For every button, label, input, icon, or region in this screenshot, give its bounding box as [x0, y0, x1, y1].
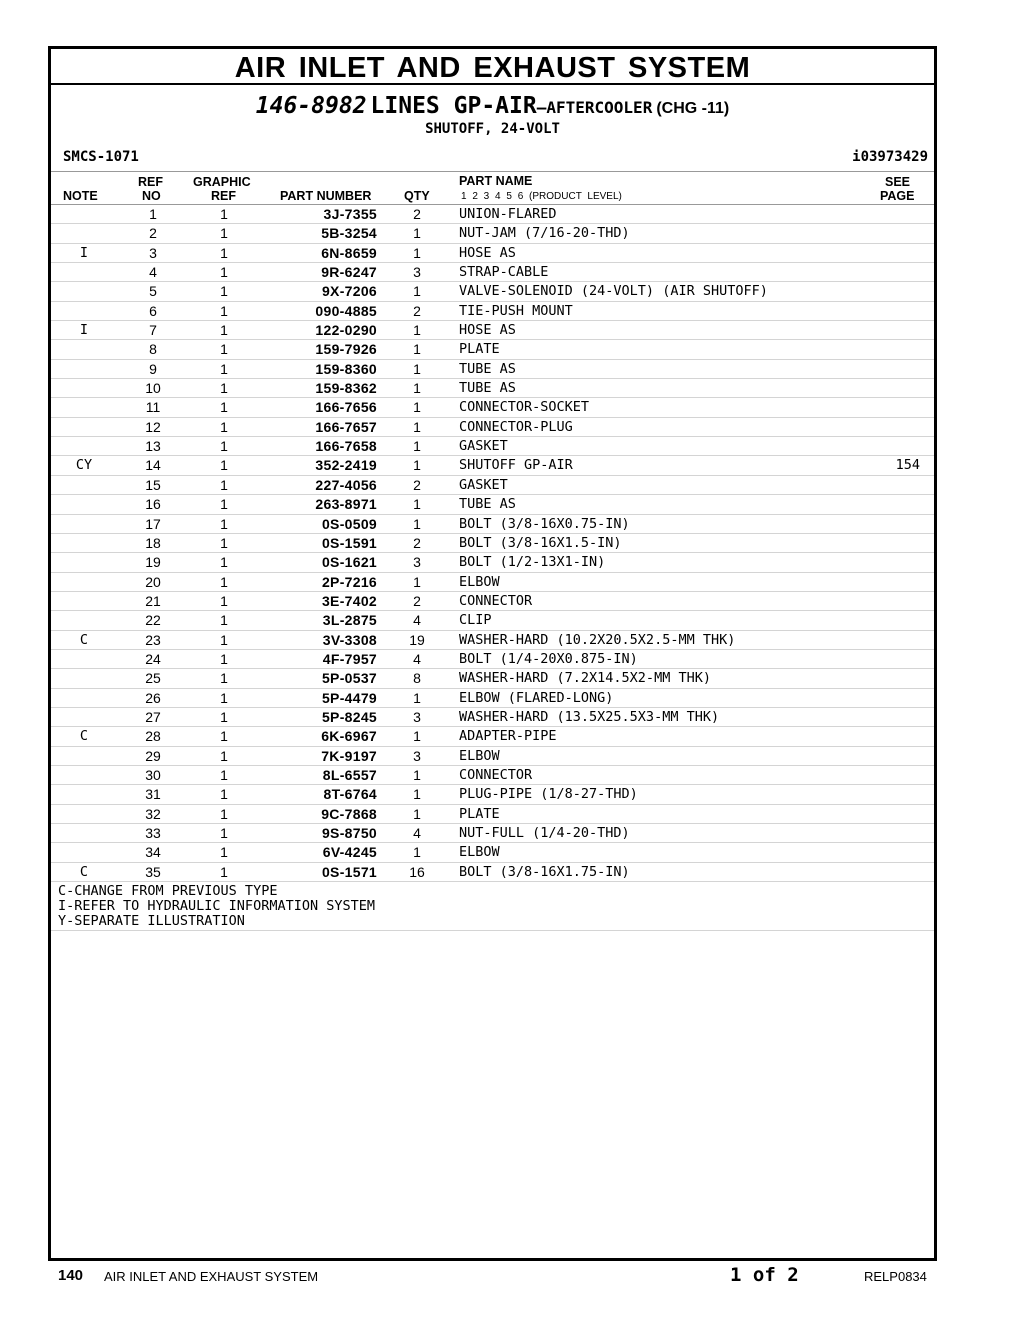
table-row — [51, 805, 934, 824]
ref-no-cell: 31 — [145, 786, 161, 803]
qty-cell: 3 — [413, 708, 421, 725]
table-row — [51, 398, 934, 417]
graphic-ref-cell: 1 — [220, 302, 228, 319]
part-name-cell: TIE-PUSH MOUNT — [459, 302, 573, 319]
ref-no-cell: 19 — [145, 554, 161, 571]
part-name-cell: PLATE — [459, 805, 500, 822]
part-number-cell: 166-7657 — [315, 418, 377, 435]
ref-no-cell: 20 — [145, 573, 161, 590]
ref-no-cell: 4 — [149, 264, 157, 281]
table-row — [51, 456, 934, 475]
table-row — [51, 727, 934, 746]
part-name-cell: ELBOW — [459, 573, 500, 590]
qty-cell: 8 — [413, 670, 421, 687]
qty-cell: 1 — [413, 766, 421, 783]
table-row — [51, 747, 934, 766]
part-name-cell: BOLT (1/4-20X0.875-IN) — [459, 650, 638, 667]
graphic-ref-cell: 1 — [220, 728, 228, 745]
ref-no-cell: 3 — [149, 244, 157, 261]
part-number-cell: 6N-8659 — [321, 244, 377, 261]
table-row — [51, 553, 934, 572]
ref-no-cell: 1 — [149, 206, 157, 222]
table-row — [51, 495, 934, 514]
section-title: AIR INLET AND EXHAUST SYSTEM — [51, 49, 934, 85]
ref-no-cell: 17 — [145, 515, 161, 532]
table-row — [51, 592, 934, 611]
qty-cell: 1 — [413, 380, 421, 397]
qty-cell: 1 — [413, 728, 421, 745]
graphic-ref-cell: 1 — [220, 225, 228, 242]
qty-cell: 1 — [413, 244, 421, 261]
ref-no-cell: 23 — [145, 631, 161, 648]
graphic-ref-cell: 1 — [220, 766, 228, 783]
part-number-cell: 5P-4479 — [321, 689, 377, 706]
qty-cell: 2 — [413, 476, 421, 493]
graphic-ref-cell: 1 — [220, 592, 228, 609]
graphic-ref-cell: 1 — [220, 786, 228, 803]
graphic-ref-cell: 1 — [220, 708, 228, 725]
table-row — [51, 476, 934, 495]
part-name-cell: VALVE-SOLENOID (24-VOLT) (AIR SHUTOFF) — [459, 283, 768, 300]
part-number-cell: 5P-8245 — [321, 708, 377, 725]
graphic-ref-cell: 1 — [220, 438, 228, 455]
graphic-ref-cell: 1 — [220, 206, 228, 222]
table-row — [51, 689, 934, 708]
part-number-cell: 0S-1591 — [321, 534, 377, 551]
table-row — [51, 340, 934, 359]
qty-cell: 4 — [413, 612, 421, 629]
ref-no-cell: 12 — [145, 418, 161, 435]
part-number-cell: 0S-1621 — [321, 554, 377, 571]
part-number-cell: 3V-3308 — [322, 631, 377, 648]
graphic-ref-cell: 1 — [220, 747, 228, 764]
ref-no-cell: 14 — [145, 457, 161, 474]
part-name-cell: NUT-JAM (7/16-20-THD) — [459, 225, 630, 242]
table-row — [51, 863, 934, 882]
part-name-cell: TUBE AS — [459, 380, 516, 397]
col-note-header: NOTE — [63, 189, 98, 203]
graphic-ref-cell: 1 — [220, 573, 228, 590]
table-header — [51, 172, 934, 205]
part-name-cell: WASHER-HARD (10.2X20.5X2.5-MM THK) — [459, 631, 736, 648]
qty-cell: 2 — [413, 534, 421, 551]
table-row — [51, 302, 934, 321]
graphic-ref-cell: 1 — [220, 380, 228, 397]
ref-no-cell: 30 — [145, 766, 161, 783]
qty-cell: 19 — [409, 631, 425, 648]
note-cell: C — [79, 728, 89, 745]
graphic-ref-cell: 1 — [220, 612, 228, 629]
ref-no-cell: 27 — [145, 708, 161, 725]
graphic-ref-cell: 1 — [220, 515, 228, 532]
part-number-cell: 6K-6967 — [321, 728, 377, 745]
table-row — [51, 321, 934, 340]
part-number-cell: 166-7656 — [315, 399, 377, 416]
col-graphic-header-bottom: REF — [211, 189, 236, 203]
qty-cell: 1 — [413, 418, 421, 435]
qty-cell: 3 — [413, 554, 421, 571]
graphic-ref-cell: 1 — [220, 264, 228, 281]
qty-cell: 1 — [413, 283, 421, 300]
col-ref-header-bottom: NO — [142, 189, 161, 203]
part-name-cell: SHUTOFF GP-AIR — [459, 457, 573, 474]
qty-cell: 3 — [413, 264, 421, 281]
group-title — [51, 93, 934, 119]
part-number-cell: 0S-1571 — [321, 863, 377, 880]
part-name-cell: ADAPTER-PIPE — [459, 728, 557, 745]
footer-doc-code: RELP0834 — [864, 1269, 927, 1284]
part-number-cell: 5B-3254 — [321, 225, 377, 242]
qty-cell: 1 — [413, 399, 421, 416]
part-name-cell: CONNECTOR — [459, 592, 533, 609]
table-row — [51, 263, 934, 282]
qty-cell: 1 — [413, 786, 421, 803]
graphic-ref-cell: 1 — [220, 689, 228, 706]
part-number-cell: 166-7658 — [315, 438, 377, 455]
qty-cell: 2 — [413, 206, 421, 222]
qty-cell: 1 — [413, 360, 421, 377]
graphic-ref-cell: 1 — [220, 476, 228, 493]
part-number-cell: 3L-2875 — [322, 612, 377, 629]
note-cell: I — [79, 322, 89, 339]
table-row — [51, 244, 934, 263]
col-see-header-top: SEE — [885, 175, 911, 189]
part-name-cell: ELBOW — [459, 747, 500, 764]
qty-cell: 1 — [413, 515, 421, 532]
part-number-cell: 3J-7355 — [323, 206, 377, 222]
qty-cell: 1 — [413, 689, 421, 706]
qty-cell: 3 — [413, 747, 421, 764]
qty-cell: 2 — [413, 302, 421, 319]
part-number-cell: 9C-7868 — [321, 805, 377, 822]
group-dash: — — [536, 98, 547, 117]
part-number-cell: 9R-6247 — [321, 264, 377, 281]
table-row — [51, 379, 934, 398]
qty-cell: 2 — [413, 592, 421, 609]
graphic-ref-cell: 1 — [220, 650, 228, 667]
part-name-cell: HOSE AS — [459, 244, 516, 261]
part-name-cell: CONNECTOR — [459, 766, 533, 783]
group-subname: AFTERCOOLER — [546, 98, 653, 117]
notes-legend — [51, 882, 934, 931]
graphic-ref-cell: 1 — [220, 283, 228, 300]
graphic-ref-cell: 1 — [220, 244, 228, 261]
table-row — [51, 669, 934, 688]
qty-cell: 16 — [409, 863, 425, 880]
part-number-cell: 090-4885 — [315, 302, 377, 319]
part-name-cell: ELBOW (FLARED-LONG) — [459, 689, 614, 706]
note-cell: CY — [75, 457, 93, 474]
part-name-cell: BOLT (3/8-16X0.75-IN) — [459, 515, 630, 532]
see-page-cell: 154 — [895, 457, 920, 474]
smcs-code: SMCS-1071 — [63, 149, 139, 165]
qty-cell: 1 — [413, 341, 421, 358]
part-name-cell: PLATE — [459, 341, 500, 358]
note-cell: C — [79, 631, 89, 648]
part-name-cell: CLIP — [459, 612, 492, 629]
part-number-cell: 227-4056 — [315, 476, 377, 493]
ref-no-cell: 34 — [145, 844, 161, 861]
table-row — [51, 437, 934, 456]
ref-no-cell: 33 — [145, 825, 161, 841]
qty-cell: 1 — [413, 225, 421, 242]
ref-no-cell: 28 — [145, 728, 161, 745]
group-subtitle: SHUTOFF, 24-VOLT — [425, 121, 560, 137]
graphic-ref-cell: 1 — [220, 360, 228, 377]
part-number-cell: 7K-9197 — [321, 747, 377, 764]
part-name-cell: HOSE AS — [459, 322, 516, 339]
table-row — [51, 282, 934, 301]
part-name-cell: BOLT (3/8-16X1.75-IN) — [459, 863, 630, 880]
part-name-cell: TUBE AS — [459, 496, 516, 513]
part-number-cell: 8T-6764 — [323, 786, 377, 803]
col-ref-header-top: REF — [138, 175, 163, 189]
smcs-row — [51, 149, 934, 172]
ref-no-cell: 13 — [145, 438, 161, 455]
graphic-ref-cell: 1 — [220, 631, 228, 648]
illustration-id: i03973429 — [852, 149, 928, 165]
part-name-cell: UNION-FLARED — [459, 206, 557, 222]
part-name-cell: CONNECTOR-PLUG — [459, 418, 573, 435]
qty-cell: 1 — [413, 496, 421, 513]
graphic-ref-cell: 1 — [220, 457, 228, 474]
qty-cell: 1 — [413, 844, 421, 861]
qty-cell: 1 — [413, 438, 421, 455]
col-graphic-header-top: GRAPHIC — [193, 175, 251, 189]
parts-page-frame — [48, 46, 937, 1261]
table-row — [51, 573, 934, 592]
table-row — [51, 708, 934, 727]
graphic-ref-cell: 1 — [220, 322, 228, 339]
ref-no-cell: 6 — [149, 302, 157, 319]
table-row — [51, 224, 934, 243]
change-level: (CHG -11) — [656, 100, 730, 117]
part-name-cell: WASHER-HARD (13.5X25.5X3-MM THK) — [459, 708, 720, 725]
ref-no-cell: 10 — [145, 380, 161, 397]
table-row — [51, 418, 934, 437]
note-cell: I — [79, 244, 89, 261]
table-row — [51, 843, 934, 862]
col-part-number-header: PART NUMBER — [280, 189, 372, 203]
table-row — [51, 650, 934, 669]
col-see-header-bottom: PAGE — [880, 189, 915, 203]
graphic-ref-cell: 1 — [220, 534, 228, 551]
part-name-cell: BOLT (3/8-16X1.5-IN) — [459, 534, 622, 551]
part-name-cell: CONNECTOR-SOCKET — [459, 399, 590, 416]
graphic-ref-cell: 1 — [220, 496, 228, 513]
part-number-cell: 2P-7216 — [321, 573, 377, 590]
graphic-ref-cell: 1 — [220, 863, 228, 880]
note-separate-illustration: Y-SEPARATE ILLUSTRATION — [58, 913, 245, 930]
footer-page-of: 1 of 2 — [730, 1264, 799, 1286]
ref-no-cell: 5 — [149, 283, 157, 300]
part-name-cell: NUT-FULL (1/4-20-THD) — [459, 825, 630, 841]
group-name: LINES GP-AIR — [370, 93, 537, 119]
part-number-cell: 3E-7402 — [321, 592, 377, 609]
part-number-cell: 0S-0509 — [321, 515, 377, 532]
part-name-cell: BOLT (1/2-13X1-IN) — [459, 554, 606, 571]
table-row — [51, 631, 934, 650]
footer-page-number: 140 — [58, 1267, 84, 1284]
graphic-ref-cell: 1 — [220, 825, 228, 841]
part-number-cell: 352-2419 — [315, 457, 377, 474]
graphic-ref-cell: 1 — [220, 399, 228, 416]
ref-no-cell: 2 — [149, 225, 157, 242]
ref-no-cell: 35 — [145, 863, 161, 880]
part-name-cell: TUBE AS — [459, 360, 516, 377]
table-row — [51, 785, 934, 804]
qty-cell: 1 — [413, 322, 421, 339]
part-number-cell: 122-0290 — [315, 322, 377, 339]
part-number-cell: 5P-0537 — [321, 670, 377, 687]
ref-no-cell: 21 — [145, 592, 161, 609]
table-row — [51, 360, 934, 379]
footer-section: AIR INLET AND EXHAUST SYSTEM — [104, 1269, 319, 1284]
ref-no-cell: 7 — [149, 322, 157, 339]
ref-no-cell: 26 — [145, 689, 161, 706]
ref-no-cell: 15 — [145, 476, 161, 493]
table-row — [51, 205, 934, 224]
part-number-cell: 159-7926 — [315, 341, 377, 358]
part-name-cell: PLUG-PIPE (1/8-27-THD) — [459, 786, 638, 803]
qty-cell: 1 — [413, 805, 421, 822]
note-change: C-CHANGE FROM PREVIOUS TYPE — [58, 883, 278, 900]
qty-cell: 4 — [413, 825, 421, 841]
ref-no-cell: 29 — [145, 747, 161, 764]
ref-no-cell: 32 — [145, 805, 161, 822]
ref-no-cell: 16 — [145, 496, 161, 513]
part-name-cell: GASKET — [459, 438, 508, 455]
table-row — [51, 534, 934, 553]
graphic-ref-cell: 1 — [220, 844, 228, 861]
part-number-cell: 9X-7206 — [321, 283, 377, 300]
part-number-cell: 4F-7957 — [322, 650, 377, 667]
table-row — [51, 611, 934, 630]
product-level-header: 1 2 3 4 5 6 (PRODUCT LEVEL) — [461, 191, 622, 202]
graphic-ref-cell: 1 — [220, 418, 228, 435]
part-number-cell: 263-8971 — [315, 496, 377, 513]
note-hydraulic: I-REFER TO HYDRAULIC INFORMATION SYSTEM — [58, 898, 375, 915]
table-row — [51, 766, 934, 785]
part-number-cell: 9S-8750 — [321, 825, 377, 841]
ref-no-cell: 8 — [149, 341, 157, 358]
table-row — [51, 824, 934, 843]
qty-cell: 4 — [413, 650, 421, 667]
col-part-name-header: PART NAME — [459, 174, 533, 188]
parts-table-body — [51, 205, 934, 882]
part-name-cell: STRAP-CABLE — [459, 264, 549, 281]
part-number-cell: 159-8362 — [315, 380, 377, 397]
page-footer — [0, 1263, 1020, 1289]
graphic-ref-cell: 1 — [220, 554, 228, 571]
ref-no-cell: 25 — [145, 670, 161, 687]
ref-no-cell: 11 — [145, 399, 161, 416]
qty-cell: 1 — [413, 573, 421, 590]
ref-no-cell: 9 — [149, 360, 157, 377]
graphic-ref-cell: 1 — [220, 805, 228, 822]
part-name-cell: ELBOW — [459, 844, 500, 861]
table-row — [51, 515, 934, 534]
graphic-ref-cell: 1 — [220, 341, 228, 358]
ref-no-cell: 24 — [145, 650, 161, 667]
part-number-cell: 8L-6557 — [322, 766, 377, 783]
ref-no-cell: 22 — [145, 612, 161, 629]
note-cell: C — [79, 863, 89, 880]
part-number-cell: 159-8360 — [315, 360, 377, 377]
part-name-cell: WASHER-HARD (7.2X14.5X2-MM THK) — [459, 670, 711, 687]
ref-no-cell: 18 — [145, 534, 161, 551]
group-number: 146-8982 — [255, 93, 367, 119]
graphic-ref-cell: 1 — [220, 670, 228, 687]
part-number-cell: 6V-4245 — [322, 844, 377, 861]
part-name-cell: GASKET — [459, 476, 508, 493]
qty-cell: 1 — [413, 457, 421, 474]
col-qty-header: QTY — [404, 189, 430, 203]
